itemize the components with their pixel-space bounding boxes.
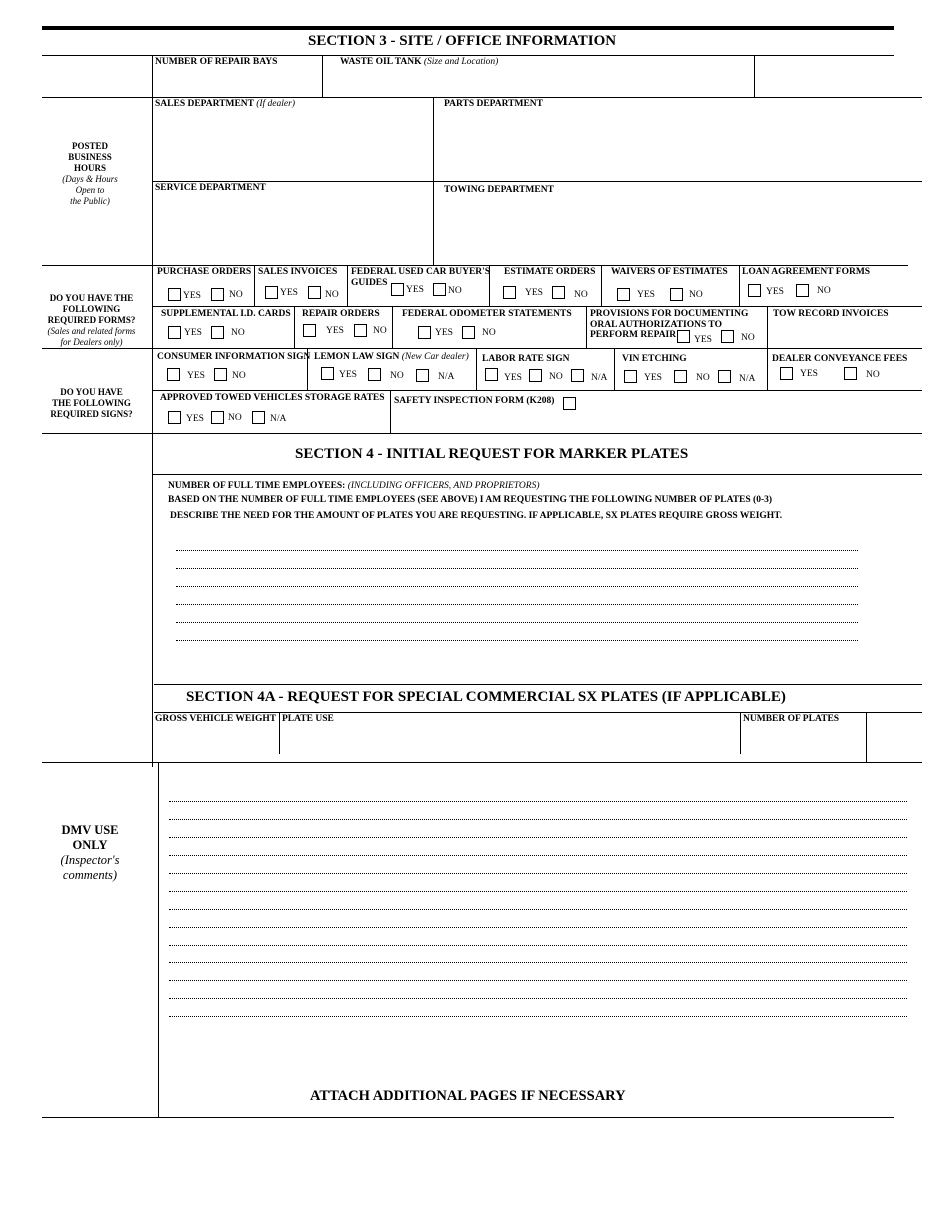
federal-used-car-no-checkbox[interactable] bbox=[433, 283, 446, 296]
gross-weight-field[interactable] bbox=[155, 727, 278, 754]
posted-hours-label: POSTED BUSINESS HOURS (Days & Hours Open to the Public) bbox=[62, 141, 118, 206]
comment-line[interactable] bbox=[169, 980, 907, 981]
repair-orders-no-checkbox[interactable] bbox=[354, 324, 367, 337]
odometer-no-checkbox[interactable] bbox=[462, 326, 475, 339]
vin-etching-na-checkbox[interactable] bbox=[718, 370, 731, 383]
repair-bays-field[interactable] bbox=[153, 70, 321, 96]
labor-rate-no-checkbox[interactable] bbox=[529, 369, 542, 382]
purchase-orders-no-checkbox[interactable] bbox=[211, 288, 224, 301]
attach-pages-note: ATTACH ADDITIONAL PAGES IF NECESSARY bbox=[310, 1088, 626, 1104]
writing-line[interactable] bbox=[176, 550, 858, 551]
consumer-info-no-checkbox[interactable] bbox=[214, 368, 227, 381]
purchase-orders-label: PURCHASE ORDERS bbox=[157, 267, 252, 277]
forms-question: DO YOU HAVE THE FOLLOWING REQUIRED FORMS? (Sales and related forms for Dealers only) bbox=[47, 293, 136, 347]
comment-line[interactable] bbox=[169, 801, 907, 802]
waste-oil-field[interactable] bbox=[323, 70, 753, 96]
lemon-law-yes-checkbox[interactable] bbox=[321, 367, 334, 380]
waivers-label: WAIVERS OF ESTIMATES bbox=[611, 267, 728, 277]
plate-use-field[interactable] bbox=[281, 727, 739, 754]
consumer-info-label: CONSUMER INFORMATION SIGN bbox=[157, 352, 311, 362]
provisions-no-checkbox[interactable] bbox=[721, 330, 734, 343]
estimate-orders-yes-checkbox[interactable] bbox=[503, 286, 516, 299]
lemon-law-no-checkbox[interactable] bbox=[368, 368, 381, 381]
comment-line[interactable] bbox=[169, 962, 907, 963]
gross-weight-label: GROSS VEHICLE WEIGHT bbox=[155, 714, 277, 724]
supplemental-id-no-checkbox[interactable] bbox=[211, 326, 224, 339]
provisions-label: PROVISIONS FOR DOCUMENTING ORAL AUTHORIZATIONS TO PERFORM REPAIR bbox=[590, 309, 749, 340]
lemon-law-na-checkbox[interactable] bbox=[416, 369, 429, 382]
towing-dept-label: TOWING DEPARTMENT bbox=[444, 185, 554, 195]
service-dept-label: SERVICE DEPARTMENT bbox=[155, 183, 266, 193]
section4-title: SECTION 4 - INITIAL REQUEST FOR MARKER PLATES bbox=[295, 446, 689, 462]
comment-line[interactable] bbox=[169, 837, 907, 838]
based-on-label: BASED ON THE NUMBER OF FULL TIME EMPLOYEES (SEE ABOVE) I AM REQUESTING THE FOLLOWING NUMBER OF PLATES (0-3) bbox=[168, 495, 773, 505]
consumer-info-yes-checkbox[interactable] bbox=[167, 368, 180, 381]
purchase-orders-yes-checkbox[interactable] bbox=[168, 288, 181, 301]
labor-rate-label: LABOR RATE SIGN bbox=[482, 354, 570, 364]
repair-orders-label: REPAIR ORDERS bbox=[302, 309, 380, 319]
describe-label: DESCRIBE THE NEED FOR THE AMOUNT OF PLATES YOU ARE REQUESTING. IF APPLICABLE, SX PLATES REQUIRE GROSS WEIGHT. bbox=[170, 511, 783, 521]
conveyance-yes-checkbox[interactable] bbox=[780, 367, 793, 380]
employees-label: NUMBER OF FULL TIME EMPLOYEES: (INCLUDING OFFICERS, AND PROPRIETORS) bbox=[168, 481, 540, 491]
signs-question: DO YOU HAVE THE FOLLOWING REQUIRED SIGNS? bbox=[50, 387, 133, 419]
waivers-yes-checkbox[interactable] bbox=[617, 288, 630, 301]
sales-hours-field[interactable] bbox=[153, 112, 432, 180]
loan-agreement-no-checkbox[interactable] bbox=[796, 284, 809, 297]
waste-oil-label: WASTE OIL TANK (Size and Location) bbox=[340, 57, 499, 67]
comment-line[interactable] bbox=[169, 927, 907, 928]
towed-storage-na-checkbox[interactable] bbox=[252, 411, 265, 424]
towed-storage-yes-checkbox[interactable] bbox=[168, 411, 181, 424]
comment-line[interactable] bbox=[169, 891, 907, 892]
labor-rate-yes-checkbox[interactable] bbox=[485, 368, 498, 381]
dmv-label: DMV USE ONLY (Inspector's comments) bbox=[60, 823, 120, 882]
labor-rate-na-checkbox[interactable] bbox=[571, 369, 584, 382]
vin-etching-yes-checkbox[interactable] bbox=[624, 370, 637, 383]
rule bbox=[42, 55, 894, 56]
towed-storage-label: APPROVED TOWED VEHICLES STORAGE RATES bbox=[160, 393, 385, 403]
loan-agreement-label: LOAN AGREEMENT FORMS bbox=[742, 267, 871, 277]
waivers-no-checkbox[interactable] bbox=[670, 288, 683, 301]
provisions-yes-checkbox[interactable] bbox=[677, 330, 690, 343]
towed-storage-no-checkbox[interactable] bbox=[211, 411, 224, 424]
tow-record-label: TOW RECORD INVOICES bbox=[773, 309, 889, 319]
repair-orders-yes-checkbox[interactable] bbox=[303, 324, 316, 337]
num-plates-field[interactable] bbox=[742, 727, 865, 754]
supplemental-id-label: SUPPLEMENTAL I.D. CARDS bbox=[161, 309, 291, 319]
vin-etching-no-checkbox[interactable] bbox=[674, 370, 687, 383]
writing-line[interactable] bbox=[176, 622, 858, 623]
parts-hours-field[interactable] bbox=[434, 112, 921, 180]
section3-title: SECTION 3 - SITE / OFFICE INFORMATION bbox=[308, 33, 617, 49]
conveyance-label: DEALER CONVEYANCE FEES bbox=[772, 354, 908, 364]
parts-dept-label: PARTS DEPARTMENT bbox=[444, 99, 543, 109]
towing-hours-field[interactable] bbox=[434, 198, 921, 264]
top-thick-rule bbox=[42, 26, 894, 30]
bottom-rule bbox=[42, 1117, 894, 1118]
num-plates-label: NUMBER OF PLATES bbox=[743, 714, 840, 724]
sales-invoices-label: SALES INVOICES bbox=[258, 267, 338, 277]
writing-line[interactable] bbox=[176, 604, 858, 605]
comment-line[interactable] bbox=[169, 855, 907, 856]
comment-line[interactable] bbox=[169, 945, 907, 946]
supplemental-id-yes-checkbox[interactable] bbox=[168, 326, 181, 339]
section4a-title: SECTION 4A - REQUEST FOR SPECIAL COMMERCIAL SX PLATES (IF APPLICABLE) bbox=[186, 689, 786, 705]
sales-invoices-no-checkbox[interactable] bbox=[308, 286, 321, 299]
writing-line[interactable] bbox=[176, 586, 858, 587]
comment-line[interactable] bbox=[169, 873, 907, 874]
loan-agreement-yes-checkbox[interactable] bbox=[748, 284, 761, 297]
writing-line[interactable] bbox=[176, 568, 858, 569]
federal-used-car-label: FEDERAL USED CAR BUYER'S GUIDES bbox=[351, 267, 491, 288]
estimate-orders-label: ESTIMATE ORDERS bbox=[504, 267, 596, 277]
plate-use-label: PLATE USE bbox=[282, 714, 334, 724]
service-hours-field[interactable] bbox=[153, 196, 432, 264]
comment-line[interactable] bbox=[169, 998, 907, 999]
odometer-yes-checkbox[interactable] bbox=[418, 326, 431, 339]
comment-line[interactable] bbox=[169, 909, 907, 910]
comment-line[interactable] bbox=[169, 1016, 907, 1017]
lemon-law-label: LEMON LAW SIGN (New Car dealer) bbox=[314, 352, 469, 362]
sales-invoices-yes-checkbox[interactable] bbox=[265, 286, 278, 299]
estimate-orders-no-checkbox[interactable] bbox=[552, 286, 565, 299]
safety-form-checkbox[interactable] bbox=[563, 397, 576, 410]
odometer-label: FEDERAL ODOMETER STATEMENTS bbox=[402, 309, 572, 319]
vin-etching-label: VIN ETCHING bbox=[622, 354, 687, 364]
federal-used-car-yes-checkbox[interactable] bbox=[391, 283, 404, 296]
conveyance-no-checkbox[interactable] bbox=[844, 367, 857, 380]
comment-line[interactable] bbox=[169, 819, 907, 820]
safety-form-label: SAFETY INSPECTION FORM (K208) bbox=[394, 396, 555, 406]
sales-dept-label: SALES DEPARTMENT (If dealer) bbox=[155, 99, 295, 109]
writing-line[interactable] bbox=[176, 640, 858, 641]
repair-bays-label: NUMBER OF REPAIR BAYS bbox=[155, 57, 278, 67]
